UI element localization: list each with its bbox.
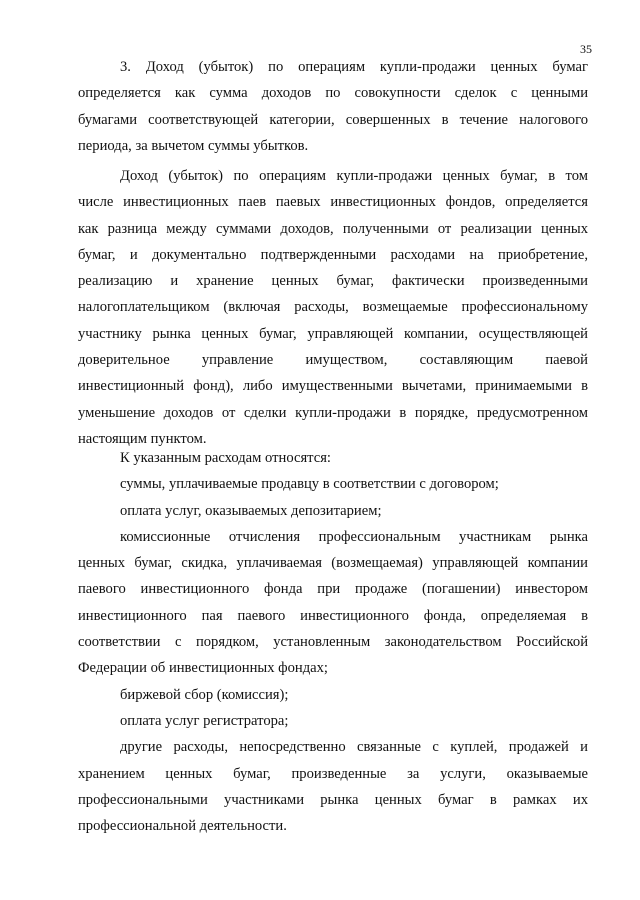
text-line: соответствии с порядком, установленным законодательством Российской [78,634,588,651]
text-line: бумаг, и документально подтвержденными расходами на приобретение, [78,246,588,263]
text-line: налогоплательщиком (включая расходы, возмещаемые профессиональному [78,299,588,316]
text-line: Доход (убыток) по операциям купли-продажи ценных бумаг, в том [120,168,588,184]
text-line: участнику рынка ценных бумаг, управляющей компании, осуществляющей [78,325,588,342]
expense-item-registrar-services: оплата услуг регистратора; [120,712,289,729]
text-line: бумагами соответствующей категории, совершенных в течение налогового [78,111,588,128]
text-line: хранением ценных бумаг, произведенные за услуги, оказываемые [78,765,588,782]
text-line: настоящим пунктом. [78,430,207,447]
text-line: как разница между суммами доходов, полученными от реализации ценных [78,220,588,237]
expense-item-depositary-services: оплата услуг, оказываемых депозитарием; [120,502,382,519]
text-line: другие расходы, непосредственно связанные с куплей, продажей и [120,739,588,756]
text-line: реализацию и хранение ценных бумаг, фактически произведенными [78,273,588,290]
text-line: инвестиционный фонд), либо имущественными вычетами, принимаемыми в [78,378,588,395]
text-line: профессиональными участниками рынка ценных бумаг в рамках их [78,791,588,808]
expense-item-seller-payments: суммы, уплачиваемые продавцу в соответствии с договором; [120,476,499,493]
expenses-list [78,445,588,839]
text-line: инвестиционного пая паевого инвестиционного фонда, определяемая в [78,607,588,624]
expenses-heading: К указанным расходам относятся: [120,450,331,466]
text-line: комиссионные отчисления профессиональным участникам рынка [120,528,588,545]
text-line: уменьшение доходов от сделки купли-продажи в порядке, предусмотренном [78,404,588,421]
text-line: доверительное управление имуществом, составляющим паевой [78,352,588,369]
page-number: 35 [580,42,592,56]
text-line: 3. Доход (убыток) по операциям купли-продажи ценных бумаг [120,59,588,75]
expense-item-exchange-fee: биржевой сбор (комиссия); [120,686,289,703]
text-line: ценных бумаг, скидка, уплачиваемая (возмещаемая) управляющей компании [78,555,588,572]
text-line: Федерации об инвестиционных фондах; [78,660,328,677]
text-line: профессиональной деятельности. [78,818,287,835]
text-line: определяется как сумма доходов по совокупности сделок с ценными [78,85,588,102]
text-line: числе инвестиционных паев паевых инвестиционных фондов, определяется [78,194,588,211]
text-line: паевого инвестиционного фонда при продаже (погашении) инвестором [78,581,588,598]
text-line: периода, за вычетом суммы убытков. [78,137,309,154]
paragraph-item-3 [78,54,588,159]
paragraph-profit-definition [78,163,588,452]
